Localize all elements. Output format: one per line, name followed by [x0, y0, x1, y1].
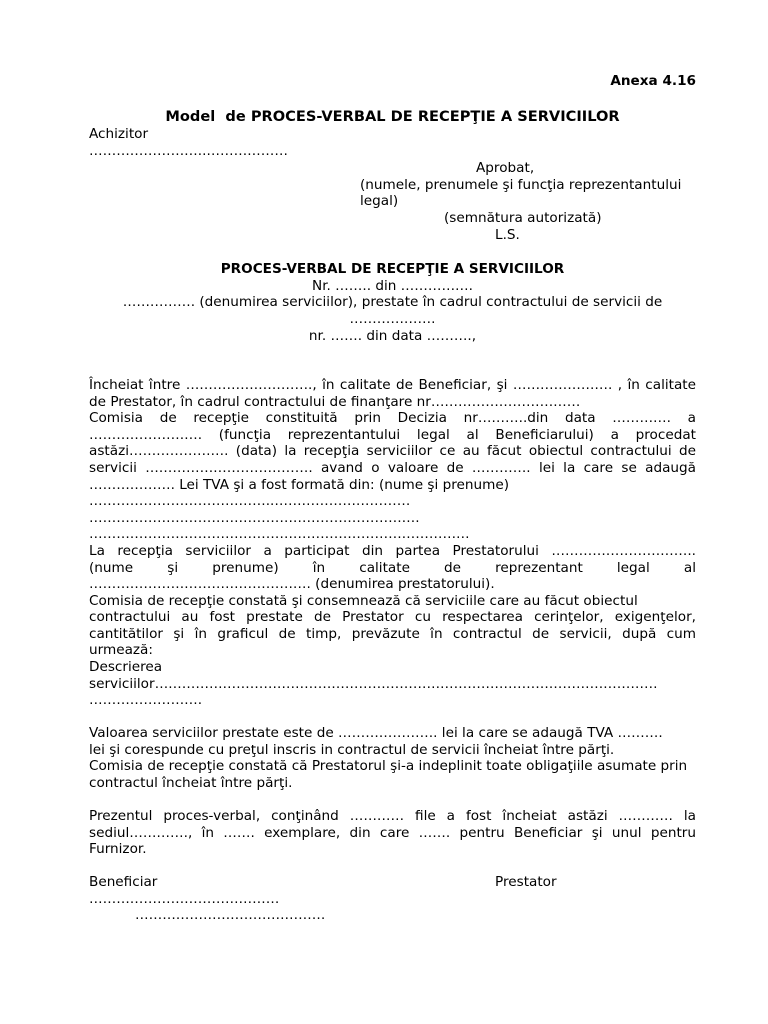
body-line: La recepţia serviciilor a participat din partea Prestatorului ………………………….. — [89, 543, 696, 559]
body-line: Comisia de recepţie constituită prin Decizia nr………..din data …………. a — [89, 410, 696, 426]
body-line: Descrierea — [89, 659, 163, 675]
body-line: ………………. Lei TVA şi a fost formată din: (nume şi prenume) — [89, 477, 510, 493]
value-line: Valoarea serviciilor prestate este de …………………. lei la care se adaugă TVA ………. — [89, 725, 663, 741]
value-line: Comisia de recepţie constată că Prestatorul şi-a indeplinit toate obligaţiile asumate prin — [89, 758, 688, 774]
heading-line3: nr. ……. din data ………., — [308, 328, 477, 344]
signature-prestator: Prestator — [495, 874, 557, 890]
value-line: lei şi corespunde cu preţul inscris in contractul de servicii încheiat între părţi. — [89, 742, 615, 758]
body-line: cantitătilor şi în graficul de timp, prevăzute în contractul de servicii, după cum — [89, 626, 696, 642]
title-model: Model — [165, 108, 216, 125]
approval-signature: (semnătura autorizată) — [444, 210, 602, 226]
annex-label: Anexa 4.16 — [610, 73, 696, 89]
heading-line2: ………………. — [349, 311, 436, 327]
body-line: …………………………………………. (denumirea prestatorului). — [89, 576, 495, 592]
body-line: contractului au fost prestate de Prestator cu respectarea cerinţelor, exigenţelor, — [89, 609, 696, 625]
signature-dots-beneficiar: …………………………………… — [89, 891, 280, 907]
closing-line: sediul…………., în ……. exemplare, din care ……. pentru Beneficiar şi unul pentru — [89, 825, 696, 841]
value-line: contractul încheiat între părţi. — [89, 775, 293, 791]
achizitor-dots: ……………………..……………… — [89, 143, 288, 159]
document-title — [89, 109, 696, 126]
body-line: Încheiat între ………………………., în calitate de Beneficiar, şi …………………. , în calitate — [89, 377, 696, 393]
body-line: (nume şi prenume) în calitate de reprezentant legal al — [89, 560, 696, 576]
body-line: …………………………………..………………………… — [89, 493, 411, 509]
approval-ls: L.S. — [495, 227, 520, 243]
body-line: urmează: — [89, 642, 153, 658]
signature-beneficiar: Beneficiar — [89, 874, 158, 890]
approval-aprobat: Aprobat, — [476, 160, 535, 176]
body-line: Comisia de recepţie constată şi consemnează că serviciile care au făcut obiectul — [89, 593, 638, 609]
approval-line1: (numele, prenumele şi funcţia reprezentantului — [360, 177, 682, 193]
body-line: ………………………………………………………………. — [89, 510, 420, 526]
body-line: serviciilor………………………………………………………………………………………………… — [89, 676, 658, 692]
body-line: de Prestator, în cadrul contractului de finanţare nr…………………………… — [89, 394, 581, 410]
body-line: ……………………. — [89, 692, 203, 708]
heading-title: PROCES-VERBAL DE RECEPŢIE A SERVICIILOR — [220, 261, 565, 277]
closing-line: Prezentul proces-verbal, conţinând ………… file a fost încheiat astăzi ………… la — [89, 808, 696, 824]
signature-dots-prestator: …………………………………… — [135, 907, 326, 923]
body-line: astăzi…………………. (data) la recepţia serviciilor ce au făcut obiectul contractului de — [89, 443, 696, 459]
heading-nr: Nr. …….. din ……………. — [312, 278, 473, 294]
title-main: de PROCES-VERBAL DE RECEPŢIE A SERVICIILOR — [225, 108, 620, 125]
body-line: ………………………………………………………………………… — [89, 526, 470, 542]
approval-line2: legal) — [360, 193, 399, 209]
body-line: servicii ………………………………. avand o valoare de …………. lei la care se adaugă — [89, 460, 696, 476]
heading-line1: ……………. (denumirea serviciilor), prestate în cadrul contractului de servicii de — [122, 294, 663, 310]
body-line: ……………………. (funcţia reprezentantului legal al Beneficiarului) a procedat — [89, 427, 696, 443]
closing-line: Furnizor. — [89, 841, 147, 857]
achizitor-label: Achizitor — [89, 126, 149, 142]
